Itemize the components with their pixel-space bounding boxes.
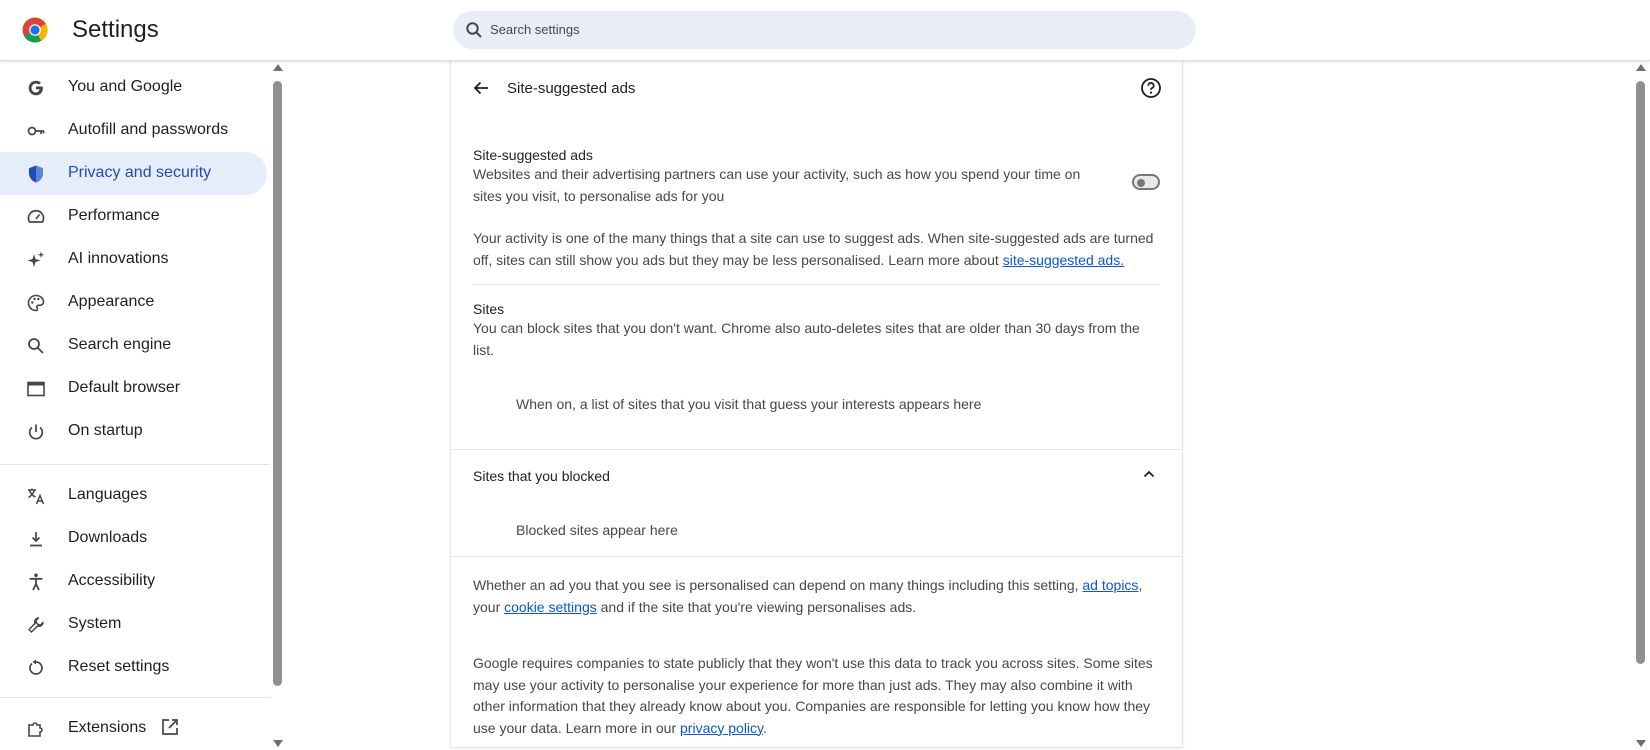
scroll-down-arrow-icon[interactable]: [273, 740, 283, 747]
puzzle-icon: [26, 719, 46, 739]
search-icon: [465, 21, 483, 39]
site-suggested-ads-title: Site-suggested ads: [473, 147, 593, 163]
chrome-logo-icon: [22, 17, 48, 43]
sites-title: Sites: [473, 301, 505, 317]
sites-description: You can block sites that you don't want. Chrome also auto-deletes sites that are older than 30 days from the list.: [473, 320, 1140, 358]
sidebar-item-autofill[interactable]: [0, 109, 267, 152]
palette-icon: [26, 293, 46, 313]
site-suggested-ads-link[interactable]: site-suggested ads.: [1002, 251, 1125, 268]
external-link-icon: [160, 717, 180, 737]
sidebar-item-reset-settings[interactable]: [0, 646, 267, 689]
help-icon[interactable]: [1140, 77, 1162, 99]
note-text: Google requires companies to state publicly that they won't use this data to track you across sites. Some sites may use your activity to personalise your experience for more than just ads. They may also combine it with other information that they already know about you. Companies are responsible for letting you know how they use your data. Learn more in our: [473, 655, 1153, 736]
page-title: Site-suggested ads: [507, 80, 636, 97]
personalisation-note: [473, 575, 1163, 618]
sidebar-item-default-browser[interactable]: [0, 367, 267, 410]
scroll-down-arrow-icon[interactable]: [1636, 740, 1646, 747]
cookie-settings-link[interactable]: cookie settings: [504, 598, 597, 615]
blocked-sites-empty-text: Blocked sites appear here: [516, 522, 678, 538]
blocked-sites-header[interactable]: Sites that you blocked: [473, 468, 610, 484]
accessibility-icon: [26, 572, 46, 592]
sidebar-item-label: Appearance: [68, 293, 155, 310]
header: [0, 0, 1650, 61]
divider: [473, 284, 1160, 285]
sidebar-item-downloads[interactable]: [0, 517, 267, 560]
note-text: and if the site that you're viewing personalises ads.: [596, 598, 917, 615]
sidebar-item-label: Extensions: [68, 719, 147, 736]
sidebar-divider: [0, 697, 270, 698]
sidebar-item-label: Autofill and passwords: [68, 121, 229, 138]
google-g-icon: [26, 78, 46, 98]
scrollbar-thumb[interactable]: [1636, 81, 1645, 664]
scroll-up-arrow-icon[interactable]: [273, 64, 283, 71]
back-arrow-icon[interactable]: [469, 76, 493, 100]
sparkle-icon: [26, 250, 46, 270]
scrollbar-thumb[interactable]: [273, 81, 282, 686]
download-icon: [26, 529, 46, 549]
chevron-up-icon[interactable]: [1141, 466, 1157, 482]
privacy-policy-link[interactable]: privacy policy: [680, 719, 764, 736]
ad-topics-link[interactable]: ad topics: [1082, 577, 1139, 593]
sidebar-divider: [0, 464, 270, 465]
settings-card: [451, 60, 1182, 747]
speedometer-icon: [26, 207, 46, 227]
note-text: .: [763, 719, 767, 736]
sidebar-item-accessibility[interactable]: [0, 560, 267, 603]
sidebar-item-search-engine[interactable]: [0, 324, 267, 367]
sidebar-item-performance[interactable]: [0, 195, 267, 238]
site-suggested-ads-toggle[interactable]: [1132, 174, 1160, 190]
sidebar-item-label: Default browser: [68, 379, 181, 396]
app-title: Settings: [72, 16, 159, 43]
main-scrollbar[interactable]: [1636, 64, 1645, 747]
translate-icon: [26, 486, 46, 506]
sidebar-item-label: Reset settings: [68, 658, 170, 675]
sidebar-item-label: On startup: [68, 422, 143, 439]
sidebar-item-you-and-google[interactable]: [0, 66, 267, 109]
note-text: , your: [473, 577, 1143, 615]
site-suggested-ads-description: Websites and their advertising partners can use your activity, such as how you spend your time on sites you visit, to personalise ads for you: [473, 166, 1081, 204]
search-input[interactable]: Search settings: [490, 22, 580, 37]
browser-window-icon: [26, 379, 46, 399]
shield-icon: [26, 164, 46, 184]
sidebar-item-label: Languages: [68, 486, 148, 503]
data-usage-note: [473, 653, 1163, 739]
sidebar-scrollbar[interactable]: [273, 64, 282, 747]
search-bar[interactable]: [453, 11, 1196, 49]
toggle-knob: [1137, 179, 1145, 187]
power-icon: [26, 422, 46, 442]
sites-empty-text: When on, a list of sites that you visit that guess your interests appears here: [516, 396, 982, 412]
sidebar-item-label: AI innovations: [68, 250, 169, 267]
activity-explanation: [473, 228, 1163, 271]
sidebar-item-label: Search engine: [68, 336, 172, 353]
sidebar-item-label: Performance: [68, 207, 160, 224]
sidebar-item-system[interactable]: [0, 603, 267, 646]
sidebar-item-languages[interactable]: [0, 474, 267, 517]
divider: [451, 449, 1182, 450]
note-text: Whether an ad you that you see is personalised can depend on many things including this setting,: [473, 577, 1083, 593]
sidebar-item-label: System: [68, 615, 122, 632]
sidebar-item-on-startup[interactable]: [0, 410, 267, 453]
search-icon: [26, 336, 46, 356]
sidebar-item-extensions[interactable]: [0, 707, 267, 750]
sidebar: [0, 60, 270, 747]
sidebar-item-label: Downloads: [68, 529, 148, 546]
sidebar-item-label: Privacy and security: [68, 164, 212, 181]
activity-text: Your activity is one of the many things that a site can use to suggest ads. When site-suggested ads are turned off, sites can still show you ads but they may be less personalised. Learn more about: [473, 230, 1154, 268]
sidebar-item-appearance[interactable]: [0, 281, 267, 324]
wrench-icon: [26, 615, 46, 635]
sidebar-item-label: Accessibility: [68, 572, 156, 589]
sidebar-item-label: You and Google: [68, 78, 183, 95]
key-icon: [26, 121, 46, 141]
divider: [451, 556, 1182, 557]
sidebar-item-ai-innovations[interactable]: [0, 238, 267, 281]
reset-icon: [26, 658, 46, 678]
sidebar-item-privacy-and-security[interactable]: [0, 152, 267, 195]
scroll-up-arrow-icon[interactable]: [1636, 64, 1646, 71]
